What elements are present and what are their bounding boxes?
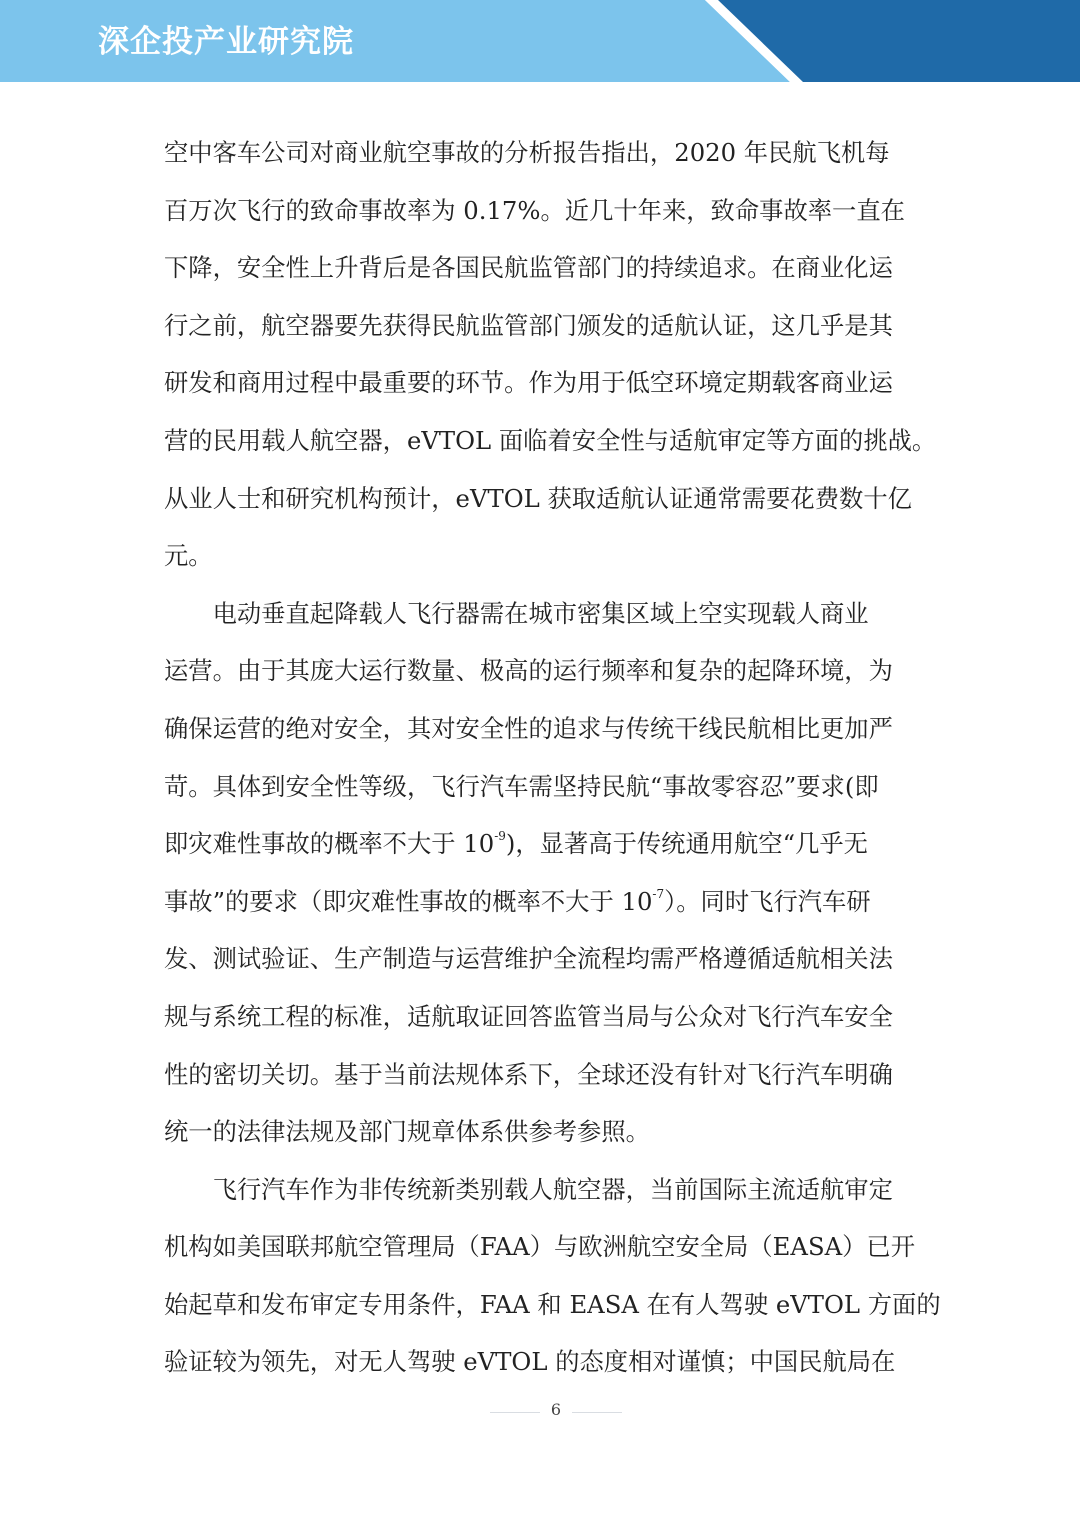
text-line: 电动垂直起降载人飞行器需在城市密集区域上空实现载人商业: [212, 598, 869, 628]
page-header: [0, 0, 1080, 82]
exponent: -7: [652, 886, 665, 901]
text-line: 从业人士和研究机构预计，eVTOL 获取适航认证通常需要花费数十亿: [164, 483, 912, 513]
text-line: 营的民用载人航空器，eVTOL 面临着安全性与适航审定等方面的挑战。: [164, 425, 937, 455]
brand-title: 深企投产业研究院: [98, 24, 354, 60]
text-line: 发、测试验证、生产制造与运营维护全流程均需严格遵循适航相关法: [164, 944, 893, 974]
text-line: 验证较为领先，对无人驾驶 eVTOL 的态度相对谨慎；中国民航局在: [164, 1347, 896, 1377]
exponent: -9: [494, 829, 506, 844]
text-line: 飞行汽车作为非传统新类别载人航空器，当前国际主流适航审定: [212, 1174, 893, 1204]
text-line: 行之前，航空器要先获得民航监管部门颁发的适航认证，这几乎是其: [164, 310, 893, 340]
text-line-with-exponent: [164, 815, 919, 873]
footer-rule-right: [572, 1412, 622, 1413]
text-segment: 事故”的要求（即灾难性事故的概率不大于 10: [164, 886, 653, 916]
footer-rule-left: [490, 1412, 540, 1413]
text-line: 始起草和发布审定专用条件，FAA 和 EASA 在有人驾驶 eVTOL 方面的: [164, 1289, 941, 1319]
text-line: 空中客车公司对商业航空事故的分析报告指出，2020 年民航飞机每: [164, 138, 890, 167]
paragraph-1: [164, 124, 937, 585]
document-body: [164, 124, 941, 1391]
text-line: 研发和商用过程中最重要的环节。作为用于低空环境定期载客商业运: [164, 368, 893, 398]
text-segment: ）。同时飞行汽车研: [664, 886, 871, 916]
text-segment: 即灾难性事故的概率不大于 10: [164, 829, 495, 859]
text-line: 百万次飞行的致命事故率为 0.17%。近几十年来，致命事故率一直在: [164, 195, 905, 225]
text-line: 确保运营的绝对安全，其对安全性的追求与传统干线民航相比更加严: [164, 713, 893, 743]
text-line: 机构如美国联邦航空管理局（FAA）与欧洲航空安全局（EASA）已开: [164, 1232, 916, 1262]
text-line: 苛。具体到安全性等级，飞行汽车需坚持民航“事故零容忍”要求(即: [164, 771, 879, 801]
text-line: 下降，安全性上升背后是各国民航监管部门的持续追求。在商业化运: [164, 253, 893, 283]
page-number: 6: [550, 1400, 562, 1419]
text-line: 统一的法律法规及部门规章体系供参考参照。: [164, 1117, 650, 1147]
text-line: 性的密切关切。基于当前法规体系下，全球还没有针对飞行汽车明确: [164, 1059, 893, 1089]
page-footer: [0, 1398, 1080, 1428]
text-line: 运营。由于其庞大运行数量、极高的运行频率和复杂的起降环境，为: [164, 656, 893, 686]
paragraph-3: [164, 1161, 941, 1391]
paragraph-2: [164, 585, 919, 1161]
text-line: 元。: [164, 541, 213, 571]
text-segment: )，显著高于传统通用航空“几乎无: [505, 829, 868, 859]
text-line-with-exponent: [164, 873, 919, 931]
text-line: 规与系统工程的标准，适航取证回答监管当局与公众对飞行汽车安全: [164, 1001, 893, 1031]
